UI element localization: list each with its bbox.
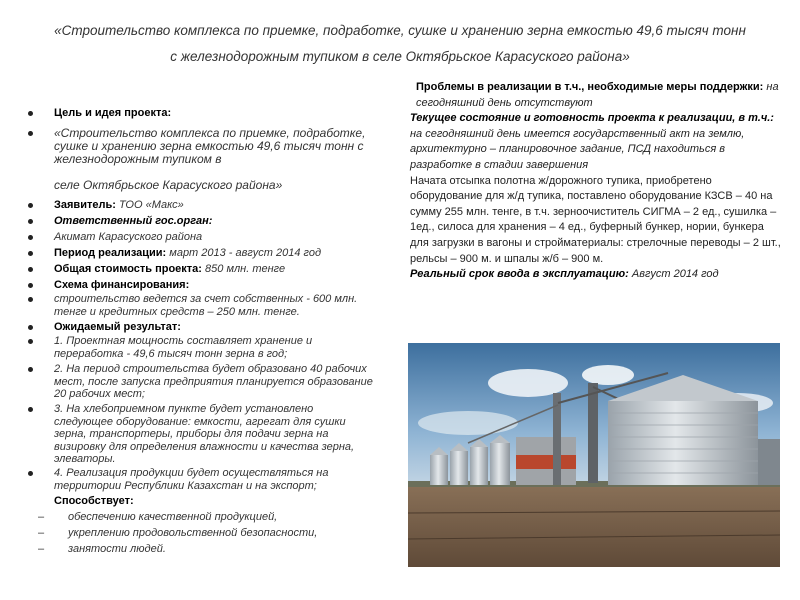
goal-text-1: «Строительство комплекса по приемке, подработке, сушке и хранению зерна емкостью 49,6 тысяч тонн с железнодорожным тупиком в xyxy=(54,126,366,166)
grain-elevator-photo xyxy=(408,343,780,567)
deadline-label: Реальный срок ввода в эксплуатацию: xyxy=(410,268,629,281)
status-value: на сегодняшний день имеется государственный акт на землю, архитектурно – планировочное задание, ПСД находиться в разработке в стадии завершения xyxy=(410,127,745,171)
bullet-icon xyxy=(28,111,33,116)
deadline-value: Август 2014 год xyxy=(631,268,719,281)
goal-label: Цель и идея проекта: xyxy=(54,107,172,119)
result-3: 3. На хлебоприемном пункте будет установлено следующее оборудование: емкости, агрегат для сушки зерна, транспортеры, приборы для подачи зерна на визировку для определения влажности и качества зерна, элеваторы. xyxy=(54,403,355,465)
bullet-icon xyxy=(28,131,33,136)
result-1: 1. Проектная мощность составляет хранение и переработка - 49,6 тысяч тонн зерна в год; xyxy=(54,335,313,360)
result-4: 4. Реализация продукции будет осуществляться на территории Республики Казахстан и на экспорт; xyxy=(54,467,329,492)
applicant-label: Заявитель: xyxy=(54,199,116,211)
work-text: Начата отсыпка полотна ж/дорожного тупика, приобретено оборудование для ж/д тупика, поставлено оборудование КЗСВ – 40 на сумму 255 млн. тенге, в т.ч. зерноочиститель СИГМА – 2 ед., сушилка – 1ед., силоса для хранения – 4 ед., буферный бункер, нории, бункера для загрузки в вагоны и стройматериалы: стрелочные переводы – 2 шт., рельсы – 900 м. и шпалы ж/б – 900 м. xyxy=(410,174,781,265)
problems-label: Проблемы в реализации в т.ч., необходимые меры поддержки: xyxy=(416,81,764,93)
period-label: Период реализации: xyxy=(54,247,167,259)
bullet-icon xyxy=(28,267,33,272)
bullet-icon xyxy=(28,219,33,224)
applicant-value: ТОО «Макс» xyxy=(118,199,184,211)
bullet-icon xyxy=(28,339,33,344)
promotes-item-text: укреплению продовольственной безопасности, xyxy=(68,527,318,539)
bullet-icon xyxy=(28,203,33,208)
deadline-block xyxy=(410,267,782,283)
bullet-icon xyxy=(28,297,33,302)
bullet-icon xyxy=(28,251,33,256)
problems-block xyxy=(410,80,782,111)
title-line-1: «Строительство комплекса по приемке, подработке, сушке и хранению зерна емкостью 49,6 тысяч тонн xyxy=(54,23,746,38)
result-2: 2. На период строительства будет образовано 40 рабочих мест, после запуска предприятия планируется образование 20 рабочих мест; xyxy=(54,363,373,400)
bullet-icon xyxy=(28,283,33,288)
slide-title xyxy=(30,18,770,70)
promotes-label: Способствует: xyxy=(54,495,134,507)
problems-value: на сегодняшний день отсутствуют xyxy=(416,81,779,109)
promotes-item-text: занятости людей. xyxy=(68,543,166,555)
promotes-item-text: обеспечению качественной продукцией, xyxy=(68,511,278,523)
cost-value: 850 млн. тенге xyxy=(205,263,286,275)
goal-text-2: селе Октябрьское Карасуского района» xyxy=(54,178,283,192)
bullet-icon xyxy=(28,471,33,476)
gov-label: Ответственный гос.орган: xyxy=(54,215,213,227)
result-label: Ожидаемый результат: xyxy=(54,321,181,333)
cost-label: Общая стоимость проекта: xyxy=(54,263,202,275)
finance-value: строительство ведется за счет собственных - 600 млн. тенге и кредитных средств – 250 млн. тенге. xyxy=(54,293,358,318)
period-value: март 2013 - август 2014 год xyxy=(169,247,322,259)
status-block xyxy=(410,111,782,173)
gov-value: Акимат Карасуского района xyxy=(54,231,203,243)
title-line-2: с железнодорожным тупиком в селе Октябрьское Карасуского района» xyxy=(170,49,630,64)
bullet-icon xyxy=(28,235,33,240)
right-column xyxy=(410,80,782,283)
status-label: Текущее состояние и готовность проекта к реализации, в т.ч.: xyxy=(410,112,774,125)
bullet-icon xyxy=(28,325,33,330)
finance-label: Схема финансирования: xyxy=(54,279,190,291)
bullet-icon xyxy=(28,367,33,372)
bullet-icon xyxy=(28,407,33,412)
